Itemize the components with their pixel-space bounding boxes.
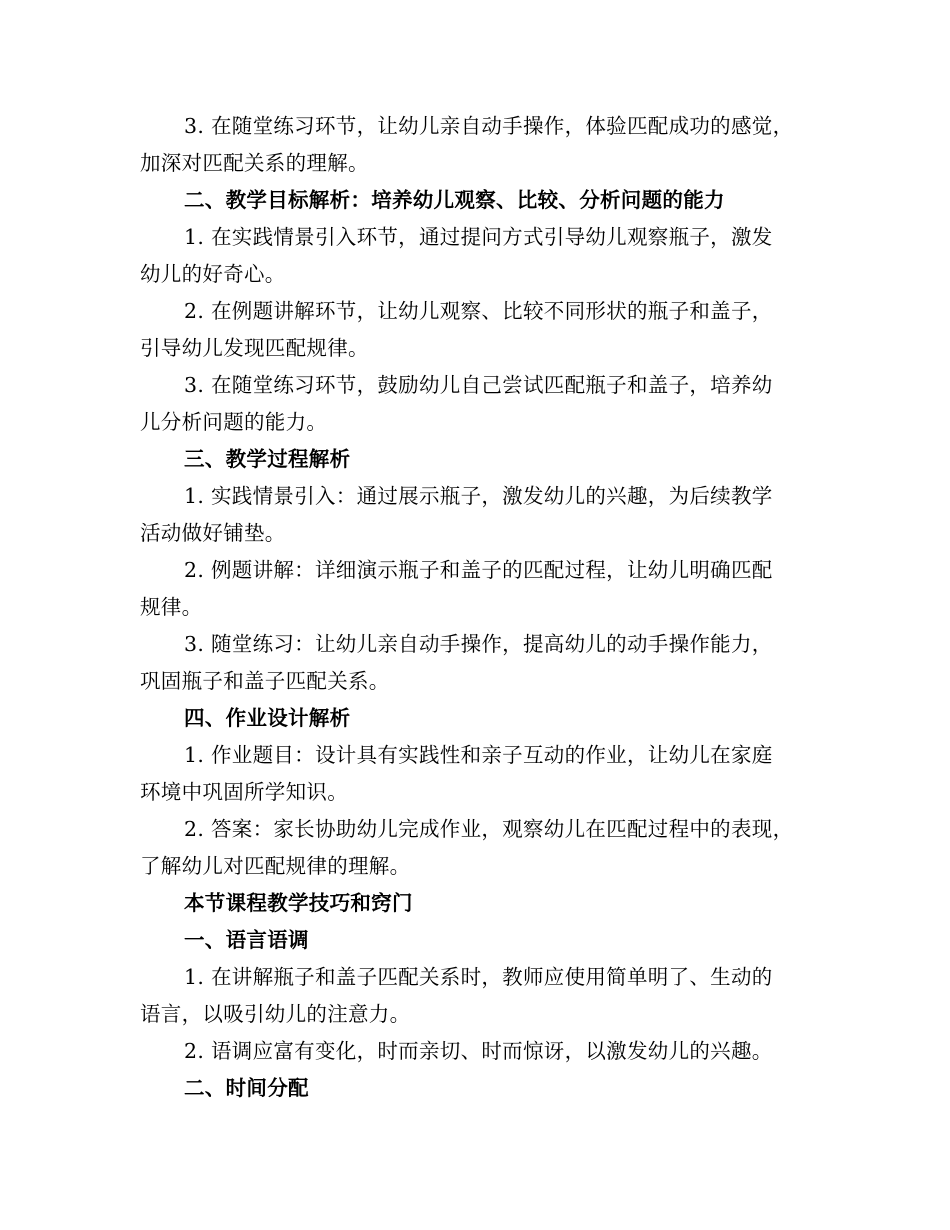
document-page	[140, 108, 812, 1107]
paragraph-line: 了解幼儿对匹配规律的理解。	[140, 854, 411, 878]
paragraph-line: 语言，以吸引幼儿的注意力。	[140, 1002, 411, 1026]
paragraph-line: 3. 随堂练习：让幼儿亲自动手操作，提高幼儿的动手操作能力，	[184, 632, 773, 656]
section-heading: 一、语言语调	[184, 928, 309, 952]
paragraph-line: 3. 在随堂练习环节，让幼儿亲自动手操作，体验匹配成功的感觉，	[184, 114, 794, 138]
section-heading: 二、时间分配	[184, 1076, 309, 1100]
paragraph-line: 3. 在随堂练习环节，鼓励幼儿自己尝试匹配瓶子和盖子，培养幼	[184, 373, 773, 397]
paragraph-line: 2. 答案：家长协助幼儿完成作业，观察幼儿在匹配过程中的表现，	[184, 817, 794, 841]
section-heading: 二、教学目标解析：培养幼儿观察、比较、分析问题的能力	[184, 188, 725, 212]
paragraph-line: 1. 实践情景引入：通过展示瓶子，激发幼儿的兴趣，为后续教学	[184, 484, 773, 508]
paragraph-line: 2. 语调应富有变化，时而亲切、时而惊讶，以激发幼儿的兴趣。	[184, 1039, 773, 1063]
paragraph-line: 规律。	[140, 595, 203, 619]
paragraph-line: 儿分析问题的能力。	[140, 410, 328, 434]
paragraph-line: 幼儿的好奇心。	[140, 262, 286, 286]
paragraph-line: 2. 在例题讲解环节，让幼儿观察、比较不同形状的瓶子和盖子，	[184, 299, 773, 323]
section-heading: 四、作业设计解析	[184, 706, 351, 730]
paragraph-line: 2. 例题讲解：详细演示瓶子和盖子的匹配过程，让幼儿明确匹配	[184, 558, 773, 582]
section-heading: 三、教学过程解析	[184, 447, 351, 471]
paragraph-line: 巩固瓶子和盖子匹配关系。	[140, 669, 390, 693]
paragraph-line: 引导幼儿发现匹配规律。	[140, 336, 369, 360]
paragraph-line: 活动做好铺垫。	[140, 521, 286, 545]
paragraph-line: 环境中巩固所学知识。	[140, 780, 348, 804]
paragraph-line: 1. 作业题目：设计具有实践性和亲子互动的作业，让幼儿在家庭	[184, 743, 773, 767]
section-heading: 本节课程教学技巧和窍门	[184, 891, 413, 915]
paragraph-line: 加深对匹配关系的理解。	[140, 151, 369, 175]
paragraph-line: 1. 在讲解瓶子和盖子匹配关系时，教师应使用简单明了、生动的	[184, 965, 773, 989]
paragraph-line: 1. 在实践情景引入环节，通过提问方式引导幼儿观察瓶子，激发	[184, 225, 773, 249]
